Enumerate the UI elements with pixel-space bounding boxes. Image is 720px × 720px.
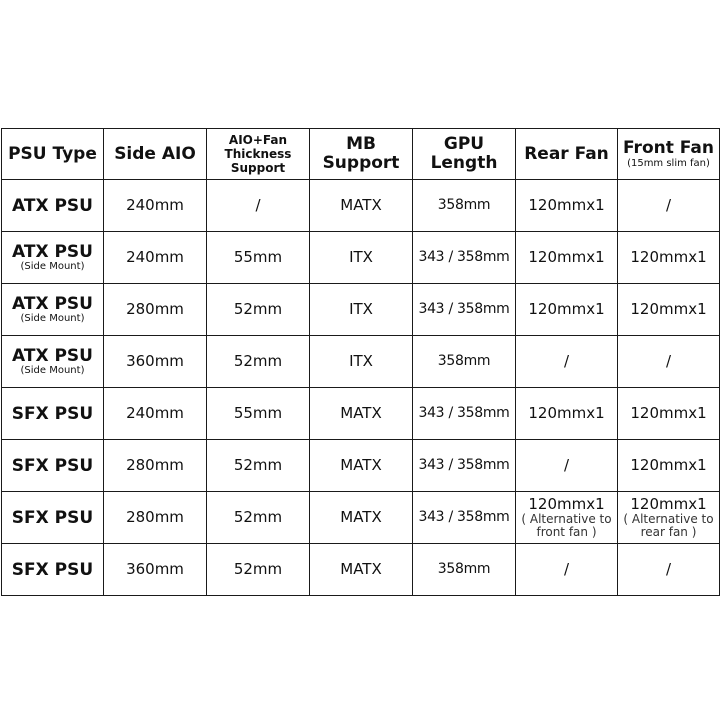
front-fan-value: 120mmx1 [630, 456, 707, 474]
header-gpu-line1: GPU [443, 134, 485, 154]
thickness-value: 52mm [233, 456, 283, 474]
table-row [2, 284, 720, 336]
rear-fan-value: / [563, 560, 570, 578]
cell-side-aio [104, 492, 207, 544]
front-fan-value: 120mmx1 [630, 248, 707, 266]
side-aio-value: 360mm [126, 352, 184, 370]
rear-fan-value: 120mmx1 [528, 248, 605, 266]
thickness-value: 52mm [233, 300, 283, 318]
rear-fan-value: / [563, 352, 570, 370]
header-mb-support [310, 129, 413, 180]
thickness-value: / [255, 196, 261, 214]
cell-psu-type [2, 544, 104, 596]
cell-rear-fan [516, 180, 618, 232]
psu-mount-note: (Side Mount) [20, 312, 85, 324]
front-fan-value: 120mmx1 [630, 300, 707, 318]
compatibility-table [1, 128, 720, 596]
header-gpu-length [413, 129, 516, 180]
table-body [2, 180, 720, 596]
cell-psu-type [2, 232, 104, 284]
cell-gpu-length [413, 336, 516, 388]
header-thickness-support [207, 129, 310, 180]
thickness-value: 52mm [233, 352, 283, 370]
header-gpu-line2: Length [430, 153, 498, 173]
table-row [2, 388, 720, 440]
cell-rear-fan [516, 440, 618, 492]
header-thickness-line3: Support [230, 161, 286, 175]
cell-thickness [207, 336, 310, 388]
cell-thickness [207, 284, 310, 336]
header-front-fan-note: (15mm slim fan) [627, 157, 710, 169]
psu-type-label: SFX PSU [11, 403, 94, 424]
cell-gpu-length [413, 388, 516, 440]
psu-type-label: ATX PSU [12, 195, 93, 216]
cell-mb-support [310, 388, 413, 440]
front-fan-value: / [665, 352, 672, 370]
header-mb-line1: MB [346, 134, 376, 154]
cell-side-aio [104, 232, 207, 284]
cell-psu-type [2, 336, 104, 388]
thickness-value: 52mm [233, 508, 283, 526]
rear-fan-note: ( Alternative to front fan ) [521, 512, 612, 539]
mb-support-value: ITX [349, 248, 373, 266]
table-row [2, 440, 720, 492]
psu-mount-note: (Side Mount) [20, 364, 85, 376]
psu-type-label: ATX PSU [12, 241, 93, 262]
cell-psu-type [2, 284, 104, 336]
cell-gpu-length [413, 180, 516, 232]
side-aio-value: 280mm [126, 508, 184, 526]
cell-side-aio [104, 544, 207, 596]
psu-type-label: SFX PSU [11, 455, 94, 476]
cell-rear-fan [516, 232, 618, 284]
rear-fan-value: 120mmx1 [528, 495, 605, 513]
cell-front-fan [618, 232, 720, 284]
header-thickness-line2: Thickness [224, 147, 292, 161]
cell-side-aio [104, 284, 207, 336]
cell-rear-fan [516, 336, 618, 388]
mb-support-value: MATX [340, 404, 382, 422]
header-side-aio: Side AIO [104, 129, 207, 180]
header-front-fan [618, 129, 720, 180]
rear-fan-value: 120mmx1 [528, 196, 605, 214]
table-row [2, 492, 720, 544]
gpu-length-value: 358mm [437, 197, 491, 213]
front-fan-value: 120mmx1 [630, 495, 707, 513]
cell-mb-support [310, 492, 413, 544]
psu-type-label: SFX PSU [11, 559, 94, 580]
psu-type-label: ATX PSU [12, 345, 93, 366]
cell-mb-support [310, 180, 413, 232]
front-fan-value: 120mmx1 [630, 404, 707, 422]
cell-front-fan [618, 336, 720, 388]
psu-type-label: ATX PSU [12, 293, 93, 314]
gpu-length-value: 343 / 358mm [418, 457, 510, 473]
cell-side-aio [104, 180, 207, 232]
side-aio-value: 240mm [126, 248, 184, 266]
cell-mb-support [310, 440, 413, 492]
cell-front-fan [618, 388, 720, 440]
front-fan-note: ( Alternative to rear fan ) [623, 512, 714, 539]
cell-rear-fan [516, 544, 618, 596]
psu-mount-note: (Side Mount) [20, 260, 85, 272]
cell-gpu-length [413, 284, 516, 336]
psu-type-label: SFX PSU [11, 507, 94, 528]
cell-thickness [207, 180, 310, 232]
cell-thickness [207, 440, 310, 492]
table-row [2, 232, 720, 284]
rear-fan-value: / [563, 456, 570, 474]
thickness-value: 52mm [233, 560, 283, 578]
gpu-length-value: 343 / 358mm [418, 509, 510, 525]
cell-thickness [207, 492, 310, 544]
cell-psu-type [2, 180, 104, 232]
cell-front-fan [618, 180, 720, 232]
cell-gpu-length [413, 232, 516, 284]
cell-mb-support [310, 544, 413, 596]
cell-front-fan [618, 544, 720, 596]
header-rear-fan: Rear Fan [516, 129, 618, 180]
cell-psu-type [2, 388, 104, 440]
cell-gpu-length [413, 544, 516, 596]
side-aio-value: 280mm [126, 456, 184, 474]
header-mb-line2: Support [322, 153, 400, 173]
gpu-length-value: 358mm [437, 353, 491, 369]
side-aio-value: 240mm [126, 196, 184, 214]
header-front-fan-label: Front Fan [623, 137, 714, 158]
table-row [2, 336, 720, 388]
mb-support-value: MATX [340, 560, 382, 578]
cell-thickness [207, 232, 310, 284]
cell-gpu-length [413, 440, 516, 492]
rear-fan-value: 120mmx1 [528, 300, 605, 318]
gpu-length-value: 343 / 358mm [418, 301, 510, 317]
cell-rear-fan [516, 388, 618, 440]
table-row [2, 180, 720, 232]
mb-support-value: MATX [340, 456, 382, 474]
gpu-length-value: 343 / 358mm [418, 405, 510, 421]
cell-thickness [207, 544, 310, 596]
cell-side-aio [104, 440, 207, 492]
cell-side-aio [104, 336, 207, 388]
cell-thickness [207, 388, 310, 440]
mb-support-value: MATX [340, 508, 382, 526]
front-fan-value: / [665, 560, 672, 578]
cell-front-fan [618, 492, 720, 544]
side-aio-value: 360mm [126, 560, 184, 578]
cell-gpu-length [413, 492, 516, 544]
gpu-length-value: 343 / 358mm [418, 249, 510, 265]
thickness-value: 55mm [233, 404, 283, 422]
cell-mb-support [310, 284, 413, 336]
mb-support-value: ITX [349, 300, 373, 318]
cell-side-aio [104, 388, 207, 440]
table-header-row [2, 129, 720, 180]
cell-mb-support [310, 232, 413, 284]
cell-front-fan [618, 284, 720, 336]
cell-rear-fan [516, 492, 618, 544]
side-aio-value: 280mm [126, 300, 184, 318]
thickness-value: 55mm [233, 248, 283, 266]
compatibility-table-container [1, 128, 719, 596]
rear-fan-value: 120mmx1 [528, 404, 605, 422]
side-aio-value: 240mm [126, 404, 184, 422]
cell-mb-support [310, 336, 413, 388]
cell-psu-type [2, 440, 104, 492]
cell-front-fan [618, 440, 720, 492]
cell-rear-fan [516, 284, 618, 336]
header-thickness-line1: AIO+Fan [228, 133, 288, 147]
table-row [2, 544, 720, 596]
gpu-length-value: 358mm [437, 561, 491, 577]
header-psu-type: PSU Type [2, 129, 104, 180]
mb-support-value: ITX [349, 352, 373, 370]
front-fan-value: / [665, 196, 672, 214]
mb-support-value: MATX [340, 196, 382, 214]
cell-psu-type [2, 492, 104, 544]
